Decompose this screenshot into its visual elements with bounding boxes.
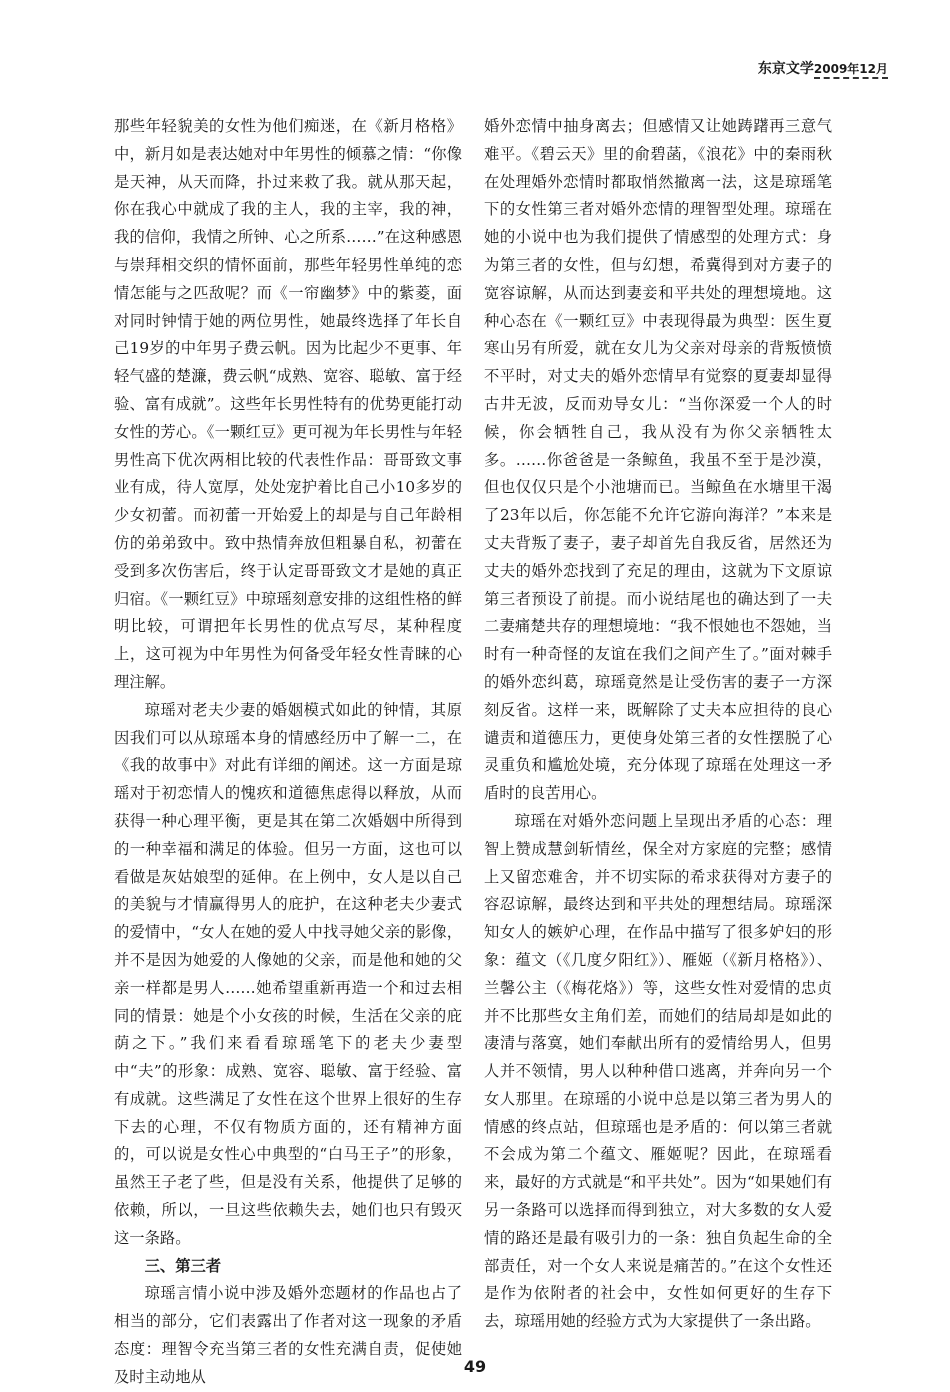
left-column [114, 113, 462, 1392]
page-number: 49 [463, 1357, 487, 1376]
paragraph: 婚外恋情中抽身离去；但感情又让她踌躇再三意气难平。《碧云天》里的俞碧菡，《浪花》中的秦雨秋在处理婚外恋情时都取悄然撤离一法，这是琼瑶笔下的女性第三者对婚外恋情的理智型处理。琼瑶在她的小说中也为我们提供了情感型的处理方式：身为第三者的女性，但与幻想，希冀得到对方妻子的宽容谅解，从而达到妻妾和平共处的理想境地。这种心态在《一颗红豆》中表现得最为典型：医生夏寒山另有所爱，就在女儿为父亲对母亲的背叛愤愤不平时，对丈夫的婚外恋情早有觉察的夏妻却显得古井无波，反而劝导女儿：“当你深爱一个人的时候，你会牺牲自己，我从没有为你父亲牺牲太多。……你爸爸是一条鲸鱼，我虽不至于是沙漠，但也仅仅只是个小池塘而已。当鲸鱼在水塘里干渴了23年以后，你怎能不允许它游向海洋？”本来是丈夫背叛了妻子，妻子却首先自我反省，居然还为丈夫的婚外恋找到了充足的理由，这就为下文原谅第三者预设了前提。而小说结尾也的确达到了一夫二妻痛楚共存的理想境地：“我不恨她也不怨她，当时有一种奇怪的友谊在我们之间产生了。”面对棘手的婚外恋纠葛，琼瑶竟然是让受伤害的妻子一方深刻反省。这样一来，既解除了丈夫本应担待的良心谴责和道德压力，更使身处第三者的女性摆脱了心灵重负和尴尬处境，充分体现了琼瑶在处理这一矛盾时的良苦用心。 [484, 117, 832, 803]
journal-title: 东京文学 [757, 61, 814, 77]
journal-header [758, 58, 888, 78]
paragraph: 琼瑶对老夫少妻的婚姻模式如此的钟情，其原因我们可以从琼瑶本身的情感经历中了解一二，在《我的故事中》对此有详细的阐述。这一方面是琼瑶对于初恋情人的愧疚和道德焦虑得以释放，从而获得一种心理平衡，更是其在第二次婚姻中所得到的一种幸福和满足的体验。但另一方面，这也可以看做是灰姑娘型的延伸。在上例中，女人是以自己的美貌与才情赢得男人的庇护，在这种老夫少妻式的爱情中，“女人在她的爱人中找寻她父亲的影像，并不是因为她爱的人像她的父亲，而是他和她的父亲一样都是男人……她希望重新再造一个和过去相同的情景：她是个小女孩的时候，生活在父亲的庇荫之下。”我们来看看琼瑶笔下的老夫少妻型中“夫”的形象：成熟、宽容、聪敏、富于经验、富有成就。这些满足了女性在这个世界上很好的生存下去的心理，不仅有物质方面的，还有精神方面的，可以说是女性心中典型的“白马王子”的形象，虽然王子老了些，但是没有关系，他提供了足够的依赖，所以，一旦这些依赖失去，她们也只有毁灭这一条路。 [114, 700, 462, 1247]
section-heading: 三、第三者 [144, 1256, 222, 1275]
paragraph: 琼瑶言情小说中涉及婚外恋题材的作品也占了相当的部分，它们表露出了作者对这一现象的矛盾态度：理智令充当第三者的女性充满自责，促使她及时主动地从 [114, 1284, 462, 1386]
paragraph: 琼瑶在对婚外恋问题上呈现出矛盾的心态：理智上赞成慧剑斩情丝，保全对方家庭的完整；感情上又留恋难舍，并不切实际的希求获得对方妻子的容忍谅解，最终达到和平共处的理想结局。琼瑶深知女人的嫉妒心理，在作品中描写了很多妒妇的形象：蕴文（《几度夕阳红》）、雁姬（《新月格格》）、兰馨公主（《梅花烙》）等，这些女性对爱情的忠贞并不比那些女主角们差，而她们的结局却是如此的凄清与落寞，她们奉献出所有的爱情给男人，但男人并不领情，男人以种种借口逃离，并奔向另一个女人那里。在琼瑶的小说中总是以第三者为男人的情感的终点站，但琼瑶也是矛盾的：何以第三者就不会成为第二个蕴文、雁姬呢？因此，在琼瑶看来，最好的方式就是“和平共处”。因为“如果她们有另一条路可以选择而得到独立，对大多数的女人爱情的路还是最有吸引力的一条：独自负起生命的全部责任，对一个女人来说是痛苦的。”在这个女性还是作为依附者的社会中，女性如何更好的生存下去，琼瑶用她的经验方式为大家提供了一条出路。 [484, 811, 832, 1331]
journal-issue: 2009年12月 [814, 62, 888, 79]
paragraph: 那些年轻貌美的女性为他们痴迷，在《新月格格》中，新月如是表达她对中年男性的倾慕之情：“你像是天神，从天而降，扑过来救了我。就从那天起，你在我心中就成了我的主人，我的主宰，我的神，我的信仰，我情之所钟、心之所系……”在这种感恩与崇拜相交织的情怀面前，那些年轻男性单纯的恋情怎能与之匹敌呢？而《一帘幽梦》中的紫菱，面对同时钟情于她的两位男性，她最终选择了年长自己19岁的中年男子费云帆。因为比起少不更事、年轻气盛的楚濂，费云帆“成熟、宽容、聪敏、富于经验、富有成就”。这些年长男性特有的优势更能打动女性的芳心。《一颗红豆》更可视为年长男性与年轻男性高下优次两相比较的代表性作品：哥哥致文事业有成，待人宽厚，处处宠护着比自己小10多岁的少女初蕾。而初蕾一开始爱上的却是与自己年龄相仿的弟弟致中。致中热情奔放但粗暴自私，初蕾在受到多次伤害后，终于认定哥哥致文才是她的真正归宿。《一颗红豆》中琼瑶刻意安排的这组性格的鲜明比较，可谓把年长男性的优点写尽，某种程度上，这可视为中年男性为何备受年轻女性青睐的心理注解。 [114, 117, 462, 691]
right-column [484, 113, 832, 1336]
